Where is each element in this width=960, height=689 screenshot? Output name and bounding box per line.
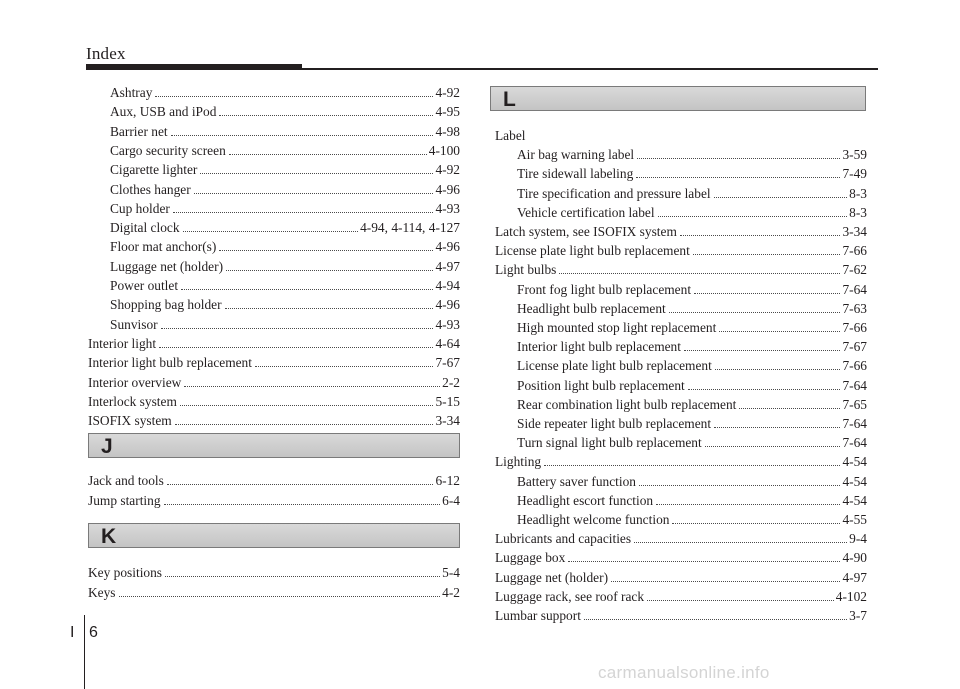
index-subentry [110, 295, 460, 314]
index-entry-name: Digital clock [110, 220, 180, 236]
index-subentry [517, 395, 867, 414]
index-page-ref: 4-54 [842, 492, 867, 508]
index-subentry [517, 184, 867, 203]
index-entry-name: Key positions [88, 565, 163, 580]
index-page-ref: 7-49 [842, 166, 867, 182]
dot-leader [714, 197, 848, 198]
index-page-ref: 7-66 [842, 243, 867, 259]
dot-leader [611, 581, 840, 582]
index-page-ref: 7-66 [842, 320, 867, 335]
index-entry-name: Jack and tools [88, 473, 164, 488]
index-entry [495, 606, 867, 625]
dot-leader [647, 600, 834, 601]
index-page-ref: 6-12 [435, 473, 460, 488]
index-entry [495, 260, 867, 279]
index-subentry [517, 356, 867, 375]
section-header-k [88, 523, 460, 548]
watermark-text: carmanualsonline.info [598, 663, 770, 682]
dot-leader [119, 596, 441, 597]
index-page-ref: 4-90 [842, 550, 867, 566]
index-subentry [110, 276, 460, 295]
index-subentry [517, 376, 867, 395]
index-page-ref: 7-67 [842, 339, 867, 355]
index-page-ref: 4-100 [428, 142, 460, 158]
dot-leader [672, 523, 840, 524]
index-entry-name: Lubricants and capacities [495, 531, 632, 547]
index-page-ref: 7-63 [842, 300, 867, 316]
dot-leader [693, 254, 841, 255]
index-page-ref: 4-92 [435, 85, 460, 100]
dot-leader [219, 115, 433, 116]
index-page-ref: 4-2 [442, 585, 460, 600]
index-entry-name: Air bag warning label [517, 147, 635, 163]
section-letter-j: J [101, 435, 113, 458]
index-page-ref: 4-64 [435, 335, 460, 351]
index-entry-name: Clothes hanger [110, 181, 191, 197]
index-entry-name: ISOFIX system [88, 413, 172, 429]
index-entry-name: Sunvisor [110, 316, 158, 332]
section-letter-l: L [503, 88, 516, 111]
index-page-ref: 4-96 [435, 297, 460, 313]
index-page-ref: 4-93 [435, 316, 460, 332]
dot-leader [684, 350, 840, 351]
index-entry [495, 126, 867, 145]
index-page-ref: 4-97 [435, 258, 460, 274]
index-entry-name: Cigarette lighter [110, 162, 198, 178]
index-subentry [517, 203, 867, 222]
dot-leader [739, 408, 840, 409]
dot-leader [173, 212, 434, 213]
index-page-ref: 2-2 [442, 374, 460, 390]
index-entry [88, 392, 460, 411]
index-entry-name: Headlight escort function [517, 492, 654, 508]
index-entry-name: Power outlet [110, 278, 179, 293]
index-entry-name: License plate light bulb replacement [495, 243, 690, 259]
index-page-ref: 4-98 [435, 123, 460, 139]
index-subentry [517, 414, 867, 433]
index-subentry [110, 199, 460, 218]
index-entry-name: Cup holder [110, 200, 170, 216]
index-subentry [517, 510, 867, 529]
index-subentry [110, 218, 460, 237]
index-page-ref: 4-55 [842, 512, 867, 527]
dot-leader [705, 446, 841, 447]
index-entry-name: Side repeater light bulb replacement [517, 416, 712, 431]
index-entry-name: Shopping bag holder [110, 297, 222, 313]
index-entry [88, 373, 460, 392]
dot-leader [184, 386, 440, 387]
dot-leader [165, 576, 440, 577]
dot-leader [639, 485, 840, 486]
index-entry-name: Luggage net (holder) [110, 258, 224, 274]
index-entry-name: Interior light [88, 335, 157, 351]
index-page-ref: 6-4 [442, 493, 460, 508]
dot-leader [229, 154, 427, 155]
index-entry [495, 452, 867, 471]
dot-leader [180, 405, 434, 406]
index-page-ref: 3-59 [842, 147, 867, 163]
index-entry-name: Luggage net (holder) [495, 569, 609, 585]
index-subentry [110, 141, 460, 160]
index-entry-name: Tire sidewall labeling [517, 166, 634, 182]
dot-leader [225, 308, 434, 309]
dot-leader [200, 173, 433, 174]
index-entry-name: Cargo security screen [110, 142, 226, 158]
index-subentry [517, 337, 867, 356]
index-entry [495, 587, 867, 606]
dot-leader [164, 504, 441, 505]
index-subentry [110, 83, 460, 102]
page-header-title: Index [86, 44, 126, 63]
index-entry-name: Luggage rack, see roof rack [495, 588, 645, 604]
index-subentry [110, 237, 460, 256]
index-entry-name: Front fog light bulb replacement [517, 281, 692, 297]
dot-leader [715, 369, 841, 370]
index-page-ref: 4-94 [435, 278, 460, 293]
index-entry-name: Interior light bulb replacement [88, 355, 252, 371]
index-subentry [110, 315, 460, 334]
index-entry [495, 548, 867, 567]
index-page-ref: 7-64 [842, 435, 867, 451]
dot-leader [719, 331, 840, 332]
index-page-ref: 3-34 [435, 413, 460, 429]
index-entry-name: Interior light bulb replacement [517, 339, 681, 355]
index-page-ref: 4-93 [435, 200, 460, 216]
dot-leader [694, 293, 840, 294]
index-entry-name: Jump starting [88, 493, 161, 508]
index-entry [88, 471, 460, 490]
dot-leader [171, 135, 434, 136]
index-page-ref: 3-7 [849, 608, 867, 623]
index-entry-name: Battery saver function [517, 473, 636, 489]
dot-leader [688, 389, 841, 390]
index-entry-name: Interior overview [88, 374, 182, 390]
index-entry-name: License plate light bulb replacement [517, 358, 712, 374]
index-entry-name: Headlight bulb replacement [517, 300, 666, 316]
dot-leader [656, 504, 840, 505]
index-page-ref: 5-4 [442, 565, 460, 580]
index-page-ref: 4-92 [435, 162, 460, 178]
index-subentry [517, 299, 867, 318]
index-page-ref: 7-64 [842, 377, 867, 393]
dot-leader [658, 216, 848, 217]
index-page-ref: 3-34 [842, 224, 867, 239]
index-page-ref: 4-54 [842, 473, 867, 489]
index-subentry [110, 102, 460, 121]
index-subentry [110, 257, 460, 276]
dot-leader [161, 328, 434, 329]
dot-leader [167, 484, 434, 485]
index-entry [88, 583, 460, 602]
index-subentry [517, 145, 867, 164]
index-subentry [517, 164, 867, 183]
index-page-ref: 5-15 [435, 393, 460, 409]
dot-leader [669, 312, 841, 313]
header-rule-thin [302, 68, 878, 70]
index-page-ref: 7-65 [842, 396, 867, 412]
footer-section-letter: I [70, 624, 75, 641]
dot-leader [175, 424, 434, 425]
dot-leader [219, 250, 433, 251]
index-subentry [517, 491, 867, 510]
index-entry-name: Floor mat anchor(s) [110, 239, 217, 255]
index-entry-name: Headlight welcome function [517, 512, 670, 527]
index-entry-name: Barrier net [110, 123, 168, 139]
dot-leader [636, 177, 840, 178]
index-entry [88, 353, 460, 372]
index-entry-name: Turn signal light bulb replacement [517, 435, 702, 451]
index-page-ref: 7-66 [842, 358, 867, 374]
index-subentry [517, 280, 867, 299]
index-page-ref: 4-54 [842, 454, 867, 470]
index-page-ref: 7-64 [842, 281, 867, 297]
index-entry-name: High mounted stop light replacement [517, 320, 717, 335]
section-letter-k: K [101, 525, 117, 548]
index-page-ref: 4-95 [435, 104, 460, 120]
index-subentry [517, 472, 867, 491]
index-page-ref: 4-97 [842, 569, 867, 585]
index-page-ref: 7-64 [842, 416, 867, 431]
index-entry [495, 568, 867, 587]
index-entry-name: Vehicle certification label [517, 204, 655, 220]
index-page-ref: 9-4 [849, 531, 867, 547]
dot-leader [634, 542, 847, 543]
index-subentry [517, 433, 867, 452]
dot-leader [226, 270, 433, 271]
index-entry-name: Label [495, 128, 526, 143]
dot-leader [568, 561, 840, 562]
dot-leader [637, 158, 840, 159]
index-entry-name: Interlock system [88, 393, 177, 409]
index-page-ref: 7-67 [435, 355, 460, 371]
dot-leader [559, 273, 840, 274]
index-entry [495, 241, 867, 260]
dot-leader [155, 96, 433, 97]
index-entry [495, 529, 867, 548]
dot-leader [584, 619, 847, 620]
index-subentry [110, 180, 460, 199]
index-entry-name: Aux, USB and iPod [110, 104, 217, 120]
dot-leader [544, 465, 840, 466]
section-header-j [88, 433, 460, 458]
index-entry-name: Keys [88, 585, 116, 600]
dot-leader [255, 366, 433, 367]
index-entry-name: Rear combination light bulb replacement [517, 396, 737, 412]
dot-leader [181, 289, 433, 290]
index-subentry [110, 160, 460, 179]
section-header-l [490, 86, 866, 111]
index-page-ref: 8-3 [849, 185, 867, 201]
index-page-ref: 4-96 [435, 181, 460, 197]
index-entry-name: Latch system, see ISOFIX system [495, 224, 677, 239]
index-entry [88, 563, 460, 582]
index-entry [88, 411, 460, 430]
dot-leader [183, 231, 359, 232]
index-page-ref: 4-102 [835, 588, 867, 604]
index-page-ref: 4-96 [435, 239, 460, 255]
index-entry-name: Position light bulb replacement [517, 377, 685, 393]
footer-page-number: 6 [89, 624, 98, 641]
footer-rule [84, 615, 85, 689]
index-entry-name: Luggage box [495, 550, 566, 566]
index-entry [88, 334, 460, 353]
index-entry [88, 491, 460, 510]
index-subentry [110, 122, 460, 141]
header-rule-thick [86, 64, 302, 70]
index-entry-name: Lumbar support [495, 608, 581, 623]
index-entry [495, 222, 867, 241]
index-entry-name: Ashtray [110, 85, 153, 100]
index-entry-name: Lighting [495, 454, 542, 470]
dot-leader [680, 235, 841, 236]
index-page-ref: 7-62 [842, 262, 867, 278]
index-page-ref: 8-3 [849, 204, 867, 220]
dot-leader [714, 427, 840, 428]
dot-leader [194, 193, 434, 194]
index-entry-name: Light bulbs [495, 262, 557, 278]
index-entry-name: Tire specification and pressure label [517, 185, 711, 201]
dot-leader [159, 347, 433, 348]
index-subentry [517, 318, 867, 337]
index-page-ref: 4-94, 4-114, 4-127 [360, 220, 460, 236]
